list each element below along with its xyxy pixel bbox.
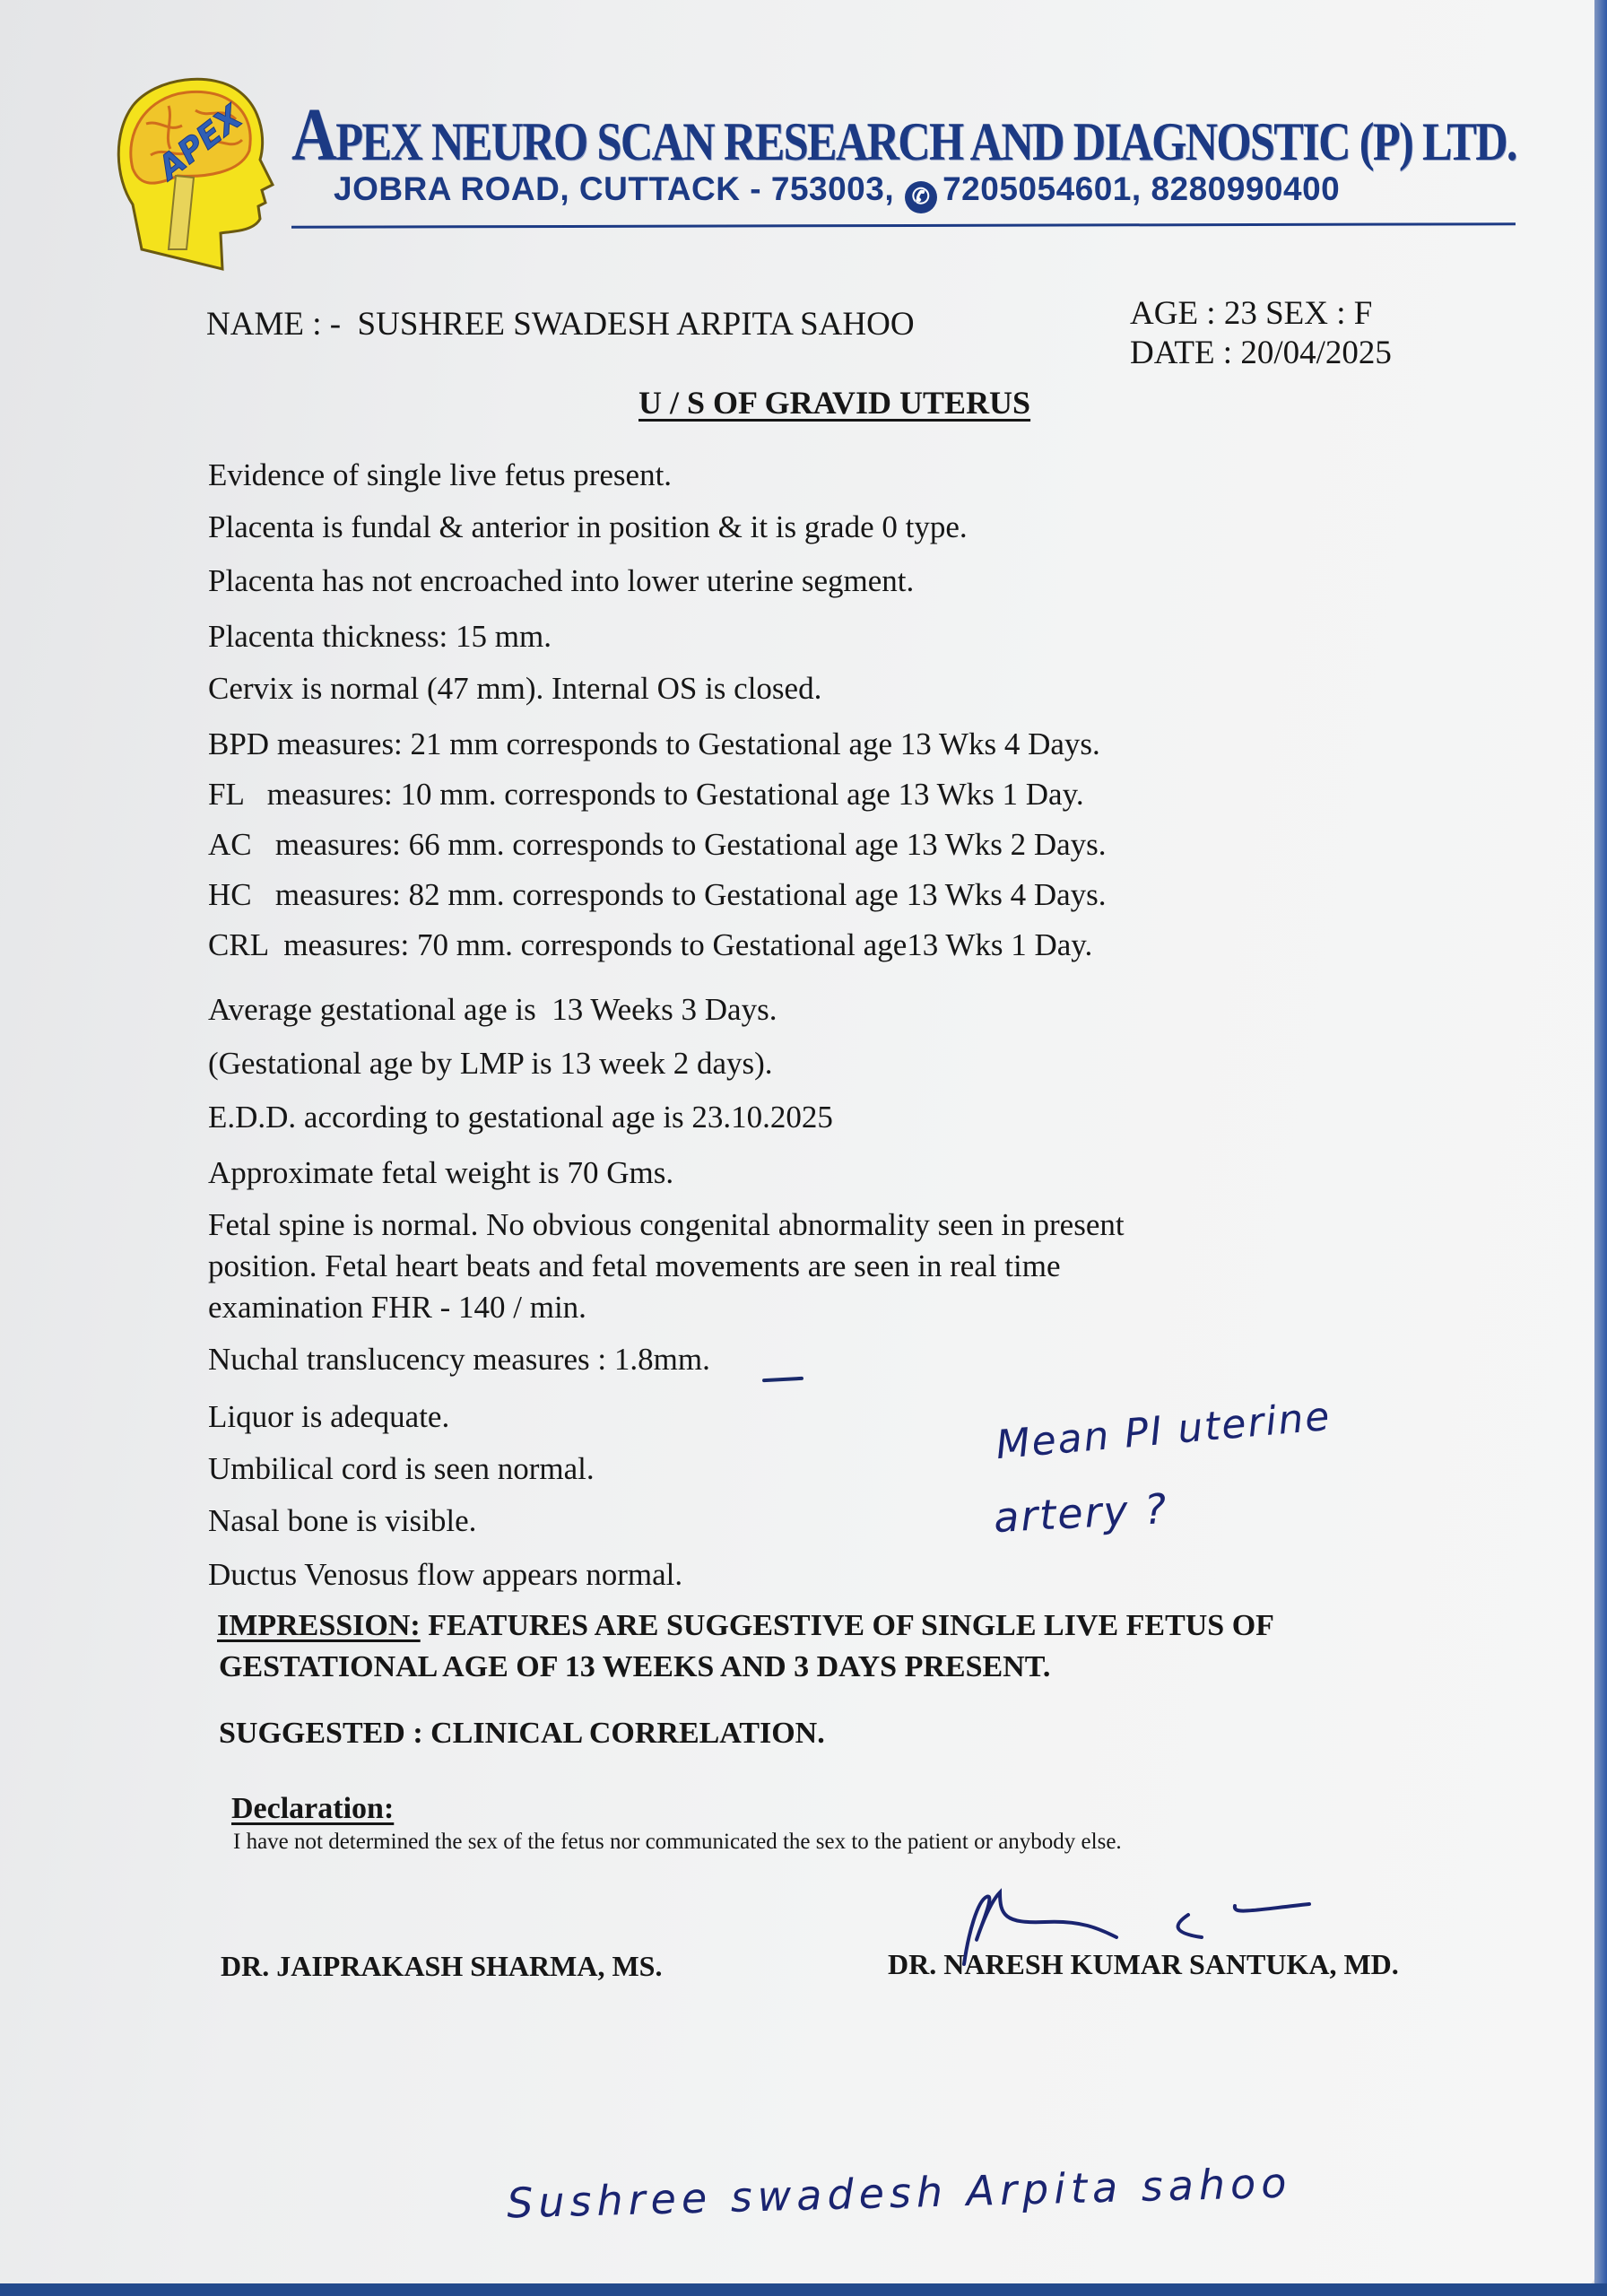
report-title: U / S OF GRAVID UTERUS <box>638 385 1031 421</box>
logo-text: APEX <box>151 99 250 187</box>
finding-line: (Gestational age by LMP is 13 week 2 days). <box>208 1046 773 1081</box>
impression-text-1: FEATURES ARE SUGGESTIVE OF SINGLE LIVE FETUS OF <box>420 1609 1274 1642</box>
apex-logo-icon <box>106 70 285 276</box>
finding-line: Cervix is normal (47 mm). Internal OS is closed. <box>208 671 822 706</box>
finding-line: Liquor is adequate. <box>208 1399 450 1434</box>
background-edge-bottom <box>0 2283 1607 2296</box>
finding-line: Fetal spine is normal. No obvious congenital abnormality seen in present <box>208 1207 1125 1242</box>
name-label: NAME : - <box>206 306 342 343</box>
finding-line-crl: CRL measures: 70 mm. corresponds to Gestational age13 Wks 1 Day. <box>208 927 1093 962</box>
handwritten-note: artery ? <box>992 1483 1169 1543</box>
patient-signature: Sushree swadesh Arpita sahoo <box>506 2158 1292 2228</box>
finding-line-fl: FL measures: 10 mm. corresponds to Gestational age 13 Wks 1 Day. <box>208 777 1084 812</box>
company-name <box>291 91 1516 178</box>
finding-line: Nasal bone is visible. <box>208 1503 477 1538</box>
declaration-heading: Declaration: <box>231 1792 395 1825</box>
finding-line: Evidence of single live fetus present. <box>208 457 673 492</box>
company-address <box>334 170 1340 213</box>
impression <box>217 1609 1274 1643</box>
finding-line: Placenta has not encroached into lower uterine segment. <box>208 563 915 598</box>
finding-line: examination FHR - 140 / min. <box>208 1290 586 1325</box>
doctor-right-name: DR. NARESH KUMAR SANTUKA, MD. <box>888 1948 1399 1980</box>
patient-name-row <box>206 305 915 344</box>
impression-label: IMPRESSION: <box>217 1609 421 1642</box>
handwritten-note: Mean PI uterine <box>994 1393 1333 1469</box>
phone-icon: ✆ <box>905 181 937 213</box>
finding-line-hc: HC measures: 82 mm. corresponds to Gestational age 13 Wks 4 Days. <box>208 877 1107 912</box>
finding-line: Ductus Venosus flow appears normal. <box>208 1557 683 1592</box>
phone-numbers: 7205054601, 8280990400 <box>942 170 1341 207</box>
company-name-rest: PEX NEURO SCAN RESEARCH AND DIAGNOSTIC (P) LTD. <box>335 112 1516 171</box>
finding-line: Approximate fetal weight is 70 Gms. <box>208 1155 674 1190</box>
doctor-left-name: DR. JAIPRAKASH SHARMA, MS. <box>221 1950 663 1982</box>
patient-name: SUSHREE SWADESH ARPITA SAHOO <box>357 306 915 343</box>
finding-line-bpd: BPD measures: 21 mm corresponds to Gestational age 13 Wks 4 Days. <box>208 726 1100 761</box>
finding-line: Umbilical cord is seen normal. <box>208 1451 595 1486</box>
finding-line-nt: Nuchal translucency measures : 1.8mm. <box>208 1342 710 1377</box>
finding-line: position. Fetal heart beats and fetal movements are seen in real time <box>208 1248 1061 1283</box>
finding-line-ac: AC measures: 66 mm. corresponds to Gestational age 13 Wks 2 Days. <box>208 827 1107 862</box>
finding-line: Placenta thickness: 15 mm. <box>208 619 552 654</box>
report-date: DATE : 20/04/2025 <box>1130 335 1392 371</box>
suggested: SUGGESTED : CLINICAL CORRELATION. <box>219 1717 825 1750</box>
finding-line: Placenta is fundal & anterior in position & it is grade 0 type. <box>208 509 968 544</box>
declaration-text: I have not determined the sex of the fetus nor communicated the sex to the patient or anybody else. <box>233 1830 1122 1854</box>
finding-line: E.D.D. according to gestational age is 23.10.2025 <box>208 1100 833 1135</box>
company-initial: A <box>291 93 336 177</box>
address-text: JOBRA ROAD, CUTTACK - 753003, <box>334 170 895 207</box>
age-sex: AGE : 23 SEX : F <box>1130 295 1373 332</box>
finding-line: Average gestational age is 13 Weeks 3 Days. <box>208 992 777 1027</box>
impression-text-2: GESTATIONAL AGE OF 13 WEEKS AND 3 DAYS PRESENT. <box>219 1650 1051 1683</box>
background-edge-right <box>1594 0 1607 2296</box>
